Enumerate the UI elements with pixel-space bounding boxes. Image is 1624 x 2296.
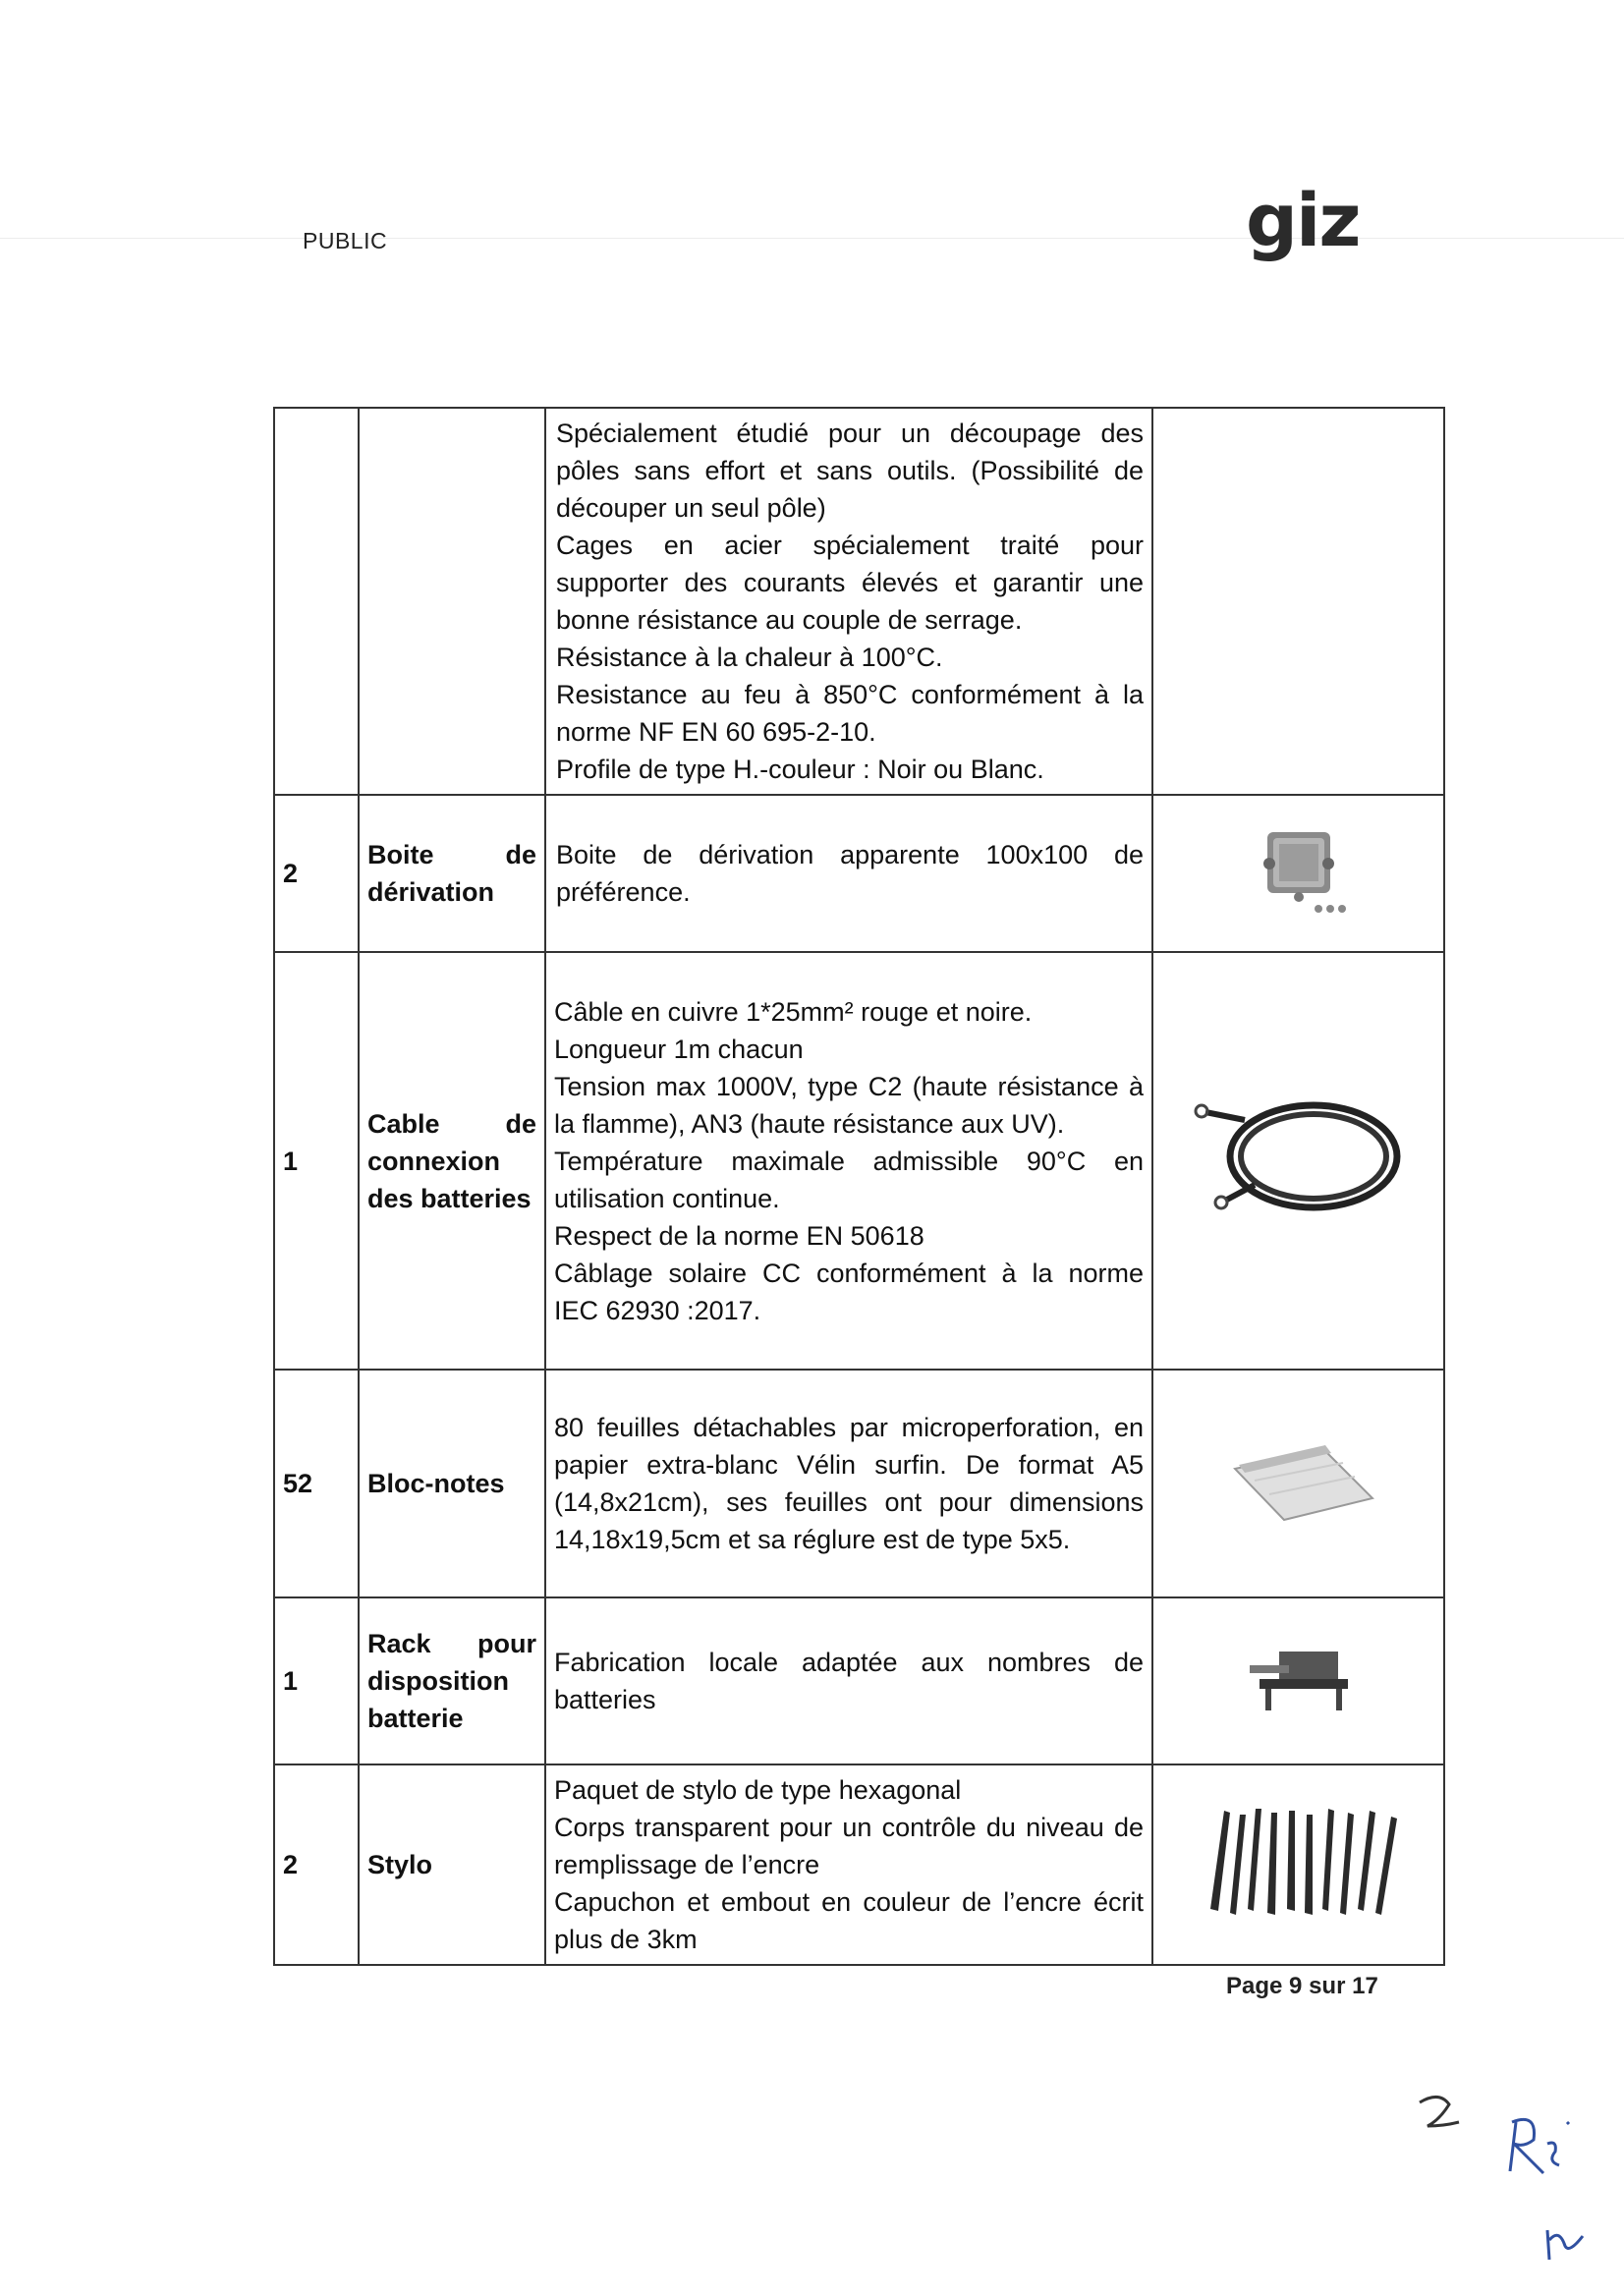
page-prefix: Page [1226,1973,1283,1999]
description-line: Capuchon et embout en couleur de l’encre écrit plus de 3km [554,1887,1144,1954]
description-line: Resistance au feu à 850°C conformément à la norme NF EN 60 695-2-10. [556,680,1144,747]
qty-cell: 52 [274,1370,359,1597]
description-line: Spécialement étudié pour un découpage des pôles sans effort et sans outils. (Possibilité de découper un seul pôle) [556,419,1144,523]
image-cell [1152,1597,1444,1764]
handwritten-initials [1400,2083,1596,2279]
image-cell [1152,1370,1444,1597]
description-line: Profile de type H.-couleur : Noir ou Blanc. [556,755,1044,784]
description-line: Respect de la norme EN 50618 [554,1220,924,1251]
table-row [274,1370,1444,1597]
qty-cell: 1 [274,952,359,1370]
qty-cell: 2 [274,1764,359,1965]
qty-cell [274,408,359,795]
item-name-cell: Bloc-notes [359,1370,545,1597]
table-row [274,795,1444,952]
image-cell [1152,1764,1444,1965]
description-line: Résistance à la chaleur à 100°C. [556,643,943,672]
table-row [274,1764,1444,1965]
header-rule [0,238,1624,239]
description-line: Boite de dérivation apparente 100x100 de préférence. [556,840,1144,907]
image-cell [1152,795,1444,952]
item-name-cell: Boite de dérivation [359,795,545,952]
qty-cell: 2 [274,795,359,952]
description-cell [545,952,1152,1370]
image-cell [1152,408,1444,795]
classification-label: PUBLIC [303,228,388,253]
page-number [1226,1973,1378,2000]
description-cell [545,1370,1152,1597]
description-line: Cages en acier spécialement traité pour supporter des courants élevés et garantir une bonne résistance au couple de serrage. [556,531,1144,635]
item-name-cell: Stylo [359,1764,545,1965]
description-line: Câblage solaire CC conformément à la norme IEC 62930 :2017. [554,1258,1144,1325]
description-line: Température maximale admissible 90°C en utilisation continue. [554,1146,1144,1213]
page-total: 17 [1352,1973,1378,1999]
description-line: Corps transparent pour un contrôle du niveau de remplissage de l’encre [554,1813,1144,1879]
description-cell [545,1764,1152,1965]
description-line: Paquet de stylo de type hexagonal [554,1775,962,1805]
description-cell [545,408,1152,795]
table-row [274,408,1444,795]
table-row [274,1597,1444,1764]
pens-photo [1191,1791,1407,1929]
page-sep: sur [1309,1973,1346,1999]
table-row [274,952,1444,1370]
battery-cable-photo [1186,1083,1412,1230]
junction-box-photo [1240,814,1358,923]
description-cell [545,1597,1152,1764]
description-line: Longueur 1m chacun [554,1034,804,1064]
notepad-photo [1215,1429,1382,1528]
image-cell [1152,952,1444,1370]
description-line: Fabrication locale adaptée aux nombres de batteries [554,1648,1144,1714]
description-line: Tension max 1000V, type C2 (haute résistance à la flamme), AN3 (haute résistance aux UV). [554,1071,1144,1139]
battery-rack-photo [1230,1632,1368,1720]
description-cell [545,795,1152,952]
item-name-cell: Rack pour disposition batterie [359,1597,545,1764]
qty-cell: 1 [274,1597,359,1764]
description-line: 80 feuilles détachables par microperforation, en papier extra-blanc Vélin surfin. De format A5 (14,8x21cm), ses feuilles ont pour dimensions 14,18x19,5cm et sa réglure est de type 5x5. [554,1413,1144,1554]
page-current: 9 [1289,1973,1303,1999]
giz-logo: giz [1246,179,1360,263]
item-name-cell [359,408,545,795]
description-line: Câble en cuivre 1*25mm² rouge et noire. [554,996,1033,1027]
item-name-cell: Cable de connexion des batteries [359,952,545,1370]
specification-table [273,407,1445,1966]
